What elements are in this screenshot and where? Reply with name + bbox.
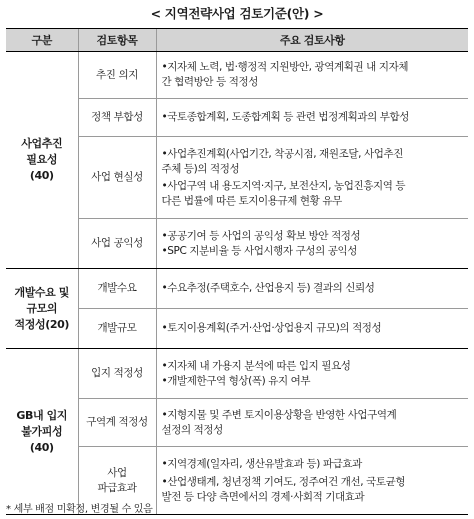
- review-item: [78, 99, 156, 137]
- key-points: [156, 99, 468, 137]
- key-point-line: •사업추진계획(사업기간, 착공시점, 재원조달, 사업추진: [161, 147, 403, 160]
- footnote: * 세부 배점 미확정, 변경될 수 있음: [6, 504, 153, 515]
- review-item: [78, 269, 156, 309]
- key-point-line: •공공기여 등 사업의 공익성 확보 방안 적정성: [161, 229, 361, 242]
- review-item-label: 개발수요: [97, 282, 137, 294]
- key-point-line: •지역경제(일자리, 생산유발효과 등) 파급효과: [161, 457, 362, 470]
- review-item: [78, 399, 156, 447]
- header-review-item: 검토항목: [78, 29, 156, 52]
- category-line: 개발수요 및: [14, 285, 70, 299]
- review-item-label: 개발규모: [97, 322, 137, 334]
- key-point-line: •지자체 내 가용지 분석에 따른 입지 필요성: [161, 359, 351, 372]
- category-demand-scale: [6, 269, 78, 349]
- review-criteria-table: [6, 28, 468, 515]
- category-line: 사업추진: [21, 137, 63, 150]
- table-header-row: [6, 29, 468, 52]
- category-line: 불가피성: [21, 424, 63, 438]
- review-item: [78, 349, 156, 399]
- table-row: [6, 52, 468, 99]
- review-item-label: 추진 의지: [96, 68, 138, 81]
- key-point-line: •지형지물 및 주변 토지이용상황을 반영한 사업구역계: [161, 408, 397, 421]
- key-point-line: 주체 등)의 적정성: [161, 162, 240, 175]
- key-points: [156, 137, 468, 219]
- category-line: (40): [29, 440, 54, 454]
- category-line: 규모의: [26, 301, 58, 315]
- review-item: [78, 309, 156, 349]
- review-item-label: 사업: [107, 466, 127, 479]
- key-point-line: •산업생태계, 청년정책 기여도, 정주여건 개선, 국토균형: [161, 475, 406, 488]
- key-point-line: •수요추정(주택호수, 산업용지 등) 결과의 신뢰성: [161, 282, 375, 294]
- key-points: [156, 447, 468, 515]
- key-points: [156, 219, 468, 269]
- header-key-points: 주요 검토사항: [156, 29, 468, 52]
- category-project-necessity: [6, 52, 78, 269]
- key-point-line: •사업구역 내 용도지역·지구, 보전산지, 농업진흥지역 등: [161, 179, 406, 192]
- review-item: [78, 137, 156, 219]
- table-row: [6, 269, 468, 309]
- key-points: [156, 399, 468, 447]
- review-item-label: 구역계 적정성: [86, 416, 148, 428]
- key-point-line: 설정의 적정성: [161, 423, 223, 436]
- key-point-line: 다른 법률에 따른 토지이용규제 현황 유무: [161, 194, 342, 207]
- key-points: [156, 309, 468, 349]
- key-point-line: 발전 등 다양 측면에서의 경제·사회적 기대효과: [161, 490, 365, 503]
- category-line: 적정성(20): [14, 317, 69, 331]
- key-point-line: •국토종합계획, 도종합계획 등 관련 법정계획과의 부합성: [161, 111, 410, 123]
- category-line: (40): [29, 169, 54, 182]
- key-point-line: •지자체 노력, 법·행정적 지원방안, 광역계획권 내 지자체: [161, 61, 409, 73]
- review-item: [78, 219, 156, 269]
- category-line: 필요성: [26, 153, 58, 166]
- key-points: [156, 269, 468, 309]
- review-item-label: 정책 부합성: [91, 111, 143, 123]
- category-gb-location: [6, 349, 78, 515]
- review-item-label: 입지 적정성: [91, 367, 143, 379]
- page-title: < 지역전략사업 검토기준(안) >: [150, 6, 324, 21]
- review-item-label: 사업 현실성: [91, 171, 143, 183]
- review-item-label: 사업 공익성: [91, 237, 143, 249]
- key-point-line: •토지이용계획(주거·산업·상업용지 규모)의 적정성: [161, 322, 382, 334]
- key-point-line: 간 협력방안 등 적정성: [161, 76, 258, 88]
- key-points: [156, 349, 468, 399]
- review-item: [78, 52, 156, 99]
- key-points: [156, 52, 468, 99]
- table-row: [6, 349, 468, 399]
- category-line: GB내 입지: [16, 408, 68, 422]
- key-point-line: •개발제한구역 형상(폭) 유지 여부: [161, 374, 311, 387]
- review-item-label: 파급효과: [97, 481, 137, 494]
- header-category: 구분: [6, 29, 78, 52]
- key-point-line: •SPC 지분비율 등 사업시행자 구성의 공익성: [161, 244, 357, 257]
